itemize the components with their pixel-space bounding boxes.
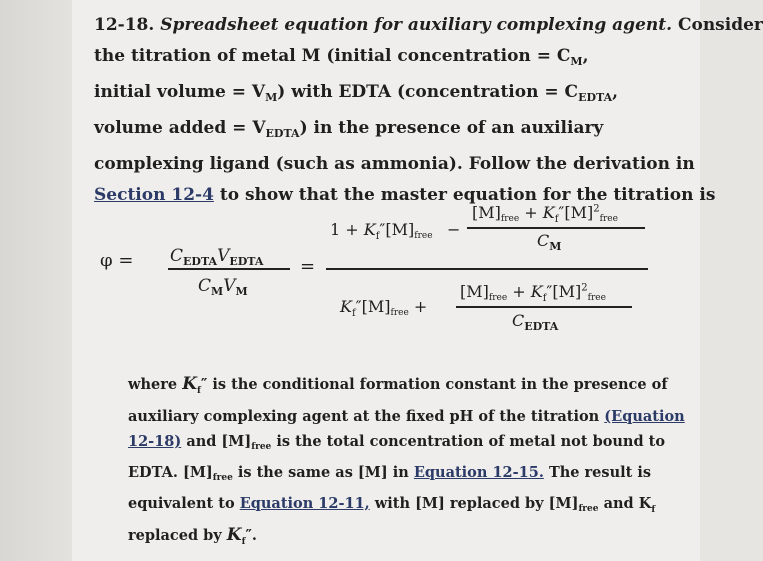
where-line-2: auxiliary complexing agent at the fixed pH of the titration (Equation <box>128 407 685 425</box>
inner-den-bottom: $C_{EDTA}$ <box>512 311 559 333</box>
textbook-page <box>72 0 763 561</box>
section-link[interactable]: Section 12-4 <box>94 185 214 205</box>
inner-bar-top <box>467 227 645 229</box>
phi-symbol: φ = <box>100 250 134 271</box>
rhs-den-left: $K_f''[M]free$ + <box>340 297 428 320</box>
problem-line-5: complexing ligand (such as ammonia). Follow the derivation in <box>94 154 695 174</box>
where-line-6: replaced by $K_f''$. <box>128 524 257 547</box>
lhs-numerator: $C_{EDTA}V_{EDTA}$ <box>170 246 264 268</box>
equals-sign: = <box>300 256 316 277</box>
problem-number: 12-18. <box>94 15 155 35</box>
problem-line-2: the titration of metal M (initial concentration = $C_M$, <box>94 46 589 68</box>
inner-bar-bottom <box>456 306 632 308</box>
where-paragraph <box>128 372 698 555</box>
rhs-num-minus: − <box>447 220 461 239</box>
rhs-num-left: $1 + K_f''[M]free$ <box>330 220 433 243</box>
inner-num-bottom: [M]free + $K_f''[M]^2free$ <box>460 282 606 305</box>
equation-12-18-link-cont[interactable]: 12-18) <box>128 432 182 450</box>
lhs-denominator: $C_MV_M$ <box>198 276 248 298</box>
inner-den-top: $C_M$ <box>537 231 562 253</box>
problem-line-6: Section 12-4 to show that the master equation for the titration is <box>94 185 716 205</box>
equation-12-15-link[interactable]: Equation 12-15. <box>413 463 544 481</box>
equation-12-11-link[interactable]: Equation 12-11, <box>239 494 370 512</box>
inner-num-top: [M]free + $K_f''[M]^2free$ <box>472 203 618 226</box>
where-line-3: 12-18) and $[M]_{free}$ is the total concentration of metal not bound to <box>128 432 666 452</box>
problem-title: Spreadsheet equation for auxiliary complexing agent. <box>160 15 673 35</box>
where-line-5: equivalent to Equation 12-11, with [M] replaced by $[M]_{free}$ and $K_f$ <box>128 494 656 515</box>
photo-background-left <box>0 0 72 561</box>
where-line-4: EDTA. $[M]_{free}$ is the same as [M] in Equation 12-15. The result is <box>128 463 652 483</box>
equation-12-18-link[interactable]: (Equation <box>604 407 685 425</box>
lhs-fraction-bar <box>168 268 290 270</box>
main-fraction-bar <box>326 268 648 270</box>
where-line-1: where $K_f''$ is the conditional formation constant in the presence of <box>128 374 668 396</box>
problem-line1-tail: Consider <box>677 15 763 35</box>
problem-line-4: volume added = $V_{EDTA}$) in the presence of an auxiliary <box>94 118 604 140</box>
problem-line-3: initial volume = $V_M$) with EDTA (concentration = $C_{EDTA}$, <box>94 82 619 104</box>
